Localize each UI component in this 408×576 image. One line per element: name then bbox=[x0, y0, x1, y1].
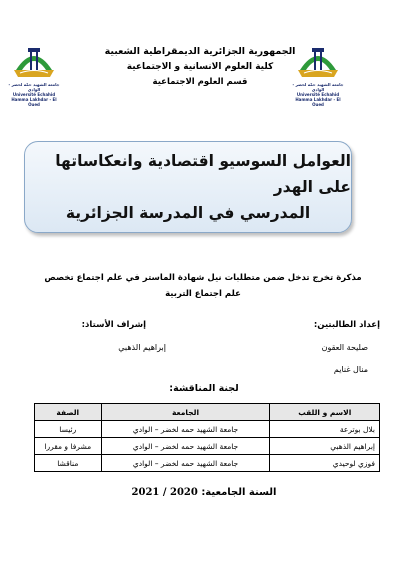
faculty-name: كلية العلوم الانسانية و الاجتماعية bbox=[126, 62, 274, 72]
academic-year bbox=[0, 487, 408, 498]
student-name-2: منال غنايم bbox=[333, 365, 368, 374]
supervisor-name: إبراهيم الذهبي bbox=[118, 343, 166, 352]
department-name: قسم العلوم الاجتماعية bbox=[152, 77, 248, 87]
jury-table bbox=[34, 403, 380, 472]
header-university: الجامعة bbox=[101, 404, 270, 421]
jury-member-university: جامعة الشهيد حمه لخضر – الوادي bbox=[101, 438, 270, 455]
academic-year-value: 2021 / 2020 bbox=[131, 487, 198, 498]
table-row bbox=[35, 438, 380, 455]
thesis-title-line-2: المدرسي في المدرسة الجزائرية bbox=[65, 204, 311, 222]
jury-title: لجنة المناقشة: bbox=[169, 383, 239, 394]
jury-member-name: إبراهيم الذهبي bbox=[270, 438, 380, 455]
header-name: الاسم و اللقب bbox=[270, 404, 380, 421]
table-row bbox=[35, 421, 380, 438]
jury-member-role: رئيسا bbox=[35, 421, 102, 438]
table-row bbox=[35, 455, 380, 472]
institution-header bbox=[100, 44, 300, 90]
jury-member-name: بلال بوترعة bbox=[270, 421, 380, 438]
academic-year-label: السنة الجامعية: bbox=[201, 487, 277, 498]
supervisor-label: إشراف الأستاذ: bbox=[81, 320, 146, 330]
jury-member-role: مناقشا bbox=[35, 455, 102, 472]
jury-member-university: جامعة الشهيد حمه لخضر – الوادي bbox=[101, 421, 270, 438]
thesis-description bbox=[28, 270, 378, 302]
republic-name: الجمهورية الجزائرية الديمقراطية الشعبية bbox=[104, 46, 296, 57]
jury-table-header-row bbox=[35, 404, 380, 421]
students-label: إعداد الطالبتين: bbox=[313, 320, 380, 330]
header-role: الصفة bbox=[35, 404, 102, 421]
student-name-1: صليحة العقون bbox=[321, 343, 368, 352]
jury-member-university: جامعة الشهيد حمه لخضر – الوادي bbox=[101, 455, 270, 472]
jury-member-role: مشرفا و مقررا bbox=[35, 438, 102, 455]
university-logo-right bbox=[296, 40, 340, 80]
logo-caption-left: جامعة الشهيد حمّه لخضر - الوادي Université Echahid Hamma Lakhdar - El Oued bbox=[8, 82, 60, 107]
logo-caption-right: جامعة الشهيد حمّه لخضر - الوادي Université Echahid Hamma Lakhdar - El Oued bbox=[292, 82, 344, 107]
thesis-title-box bbox=[24, 141, 352, 233]
thesis-description-line-1: مذكرة تخرج تدخل ضمن متطلبات نيل شهادة الماستر في علم اجتماع تخصص bbox=[44, 273, 362, 283]
thesis-description-line-2: علم اجتماع التربية bbox=[165, 289, 241, 299]
thesis-title-line-1: العوامل السوسيو اقتصادية وانعكاساتها على الهدر bbox=[55, 152, 351, 196]
jury-member-name: فوزي لوحيدي bbox=[270, 455, 380, 472]
university-logo-left bbox=[12, 40, 56, 80]
